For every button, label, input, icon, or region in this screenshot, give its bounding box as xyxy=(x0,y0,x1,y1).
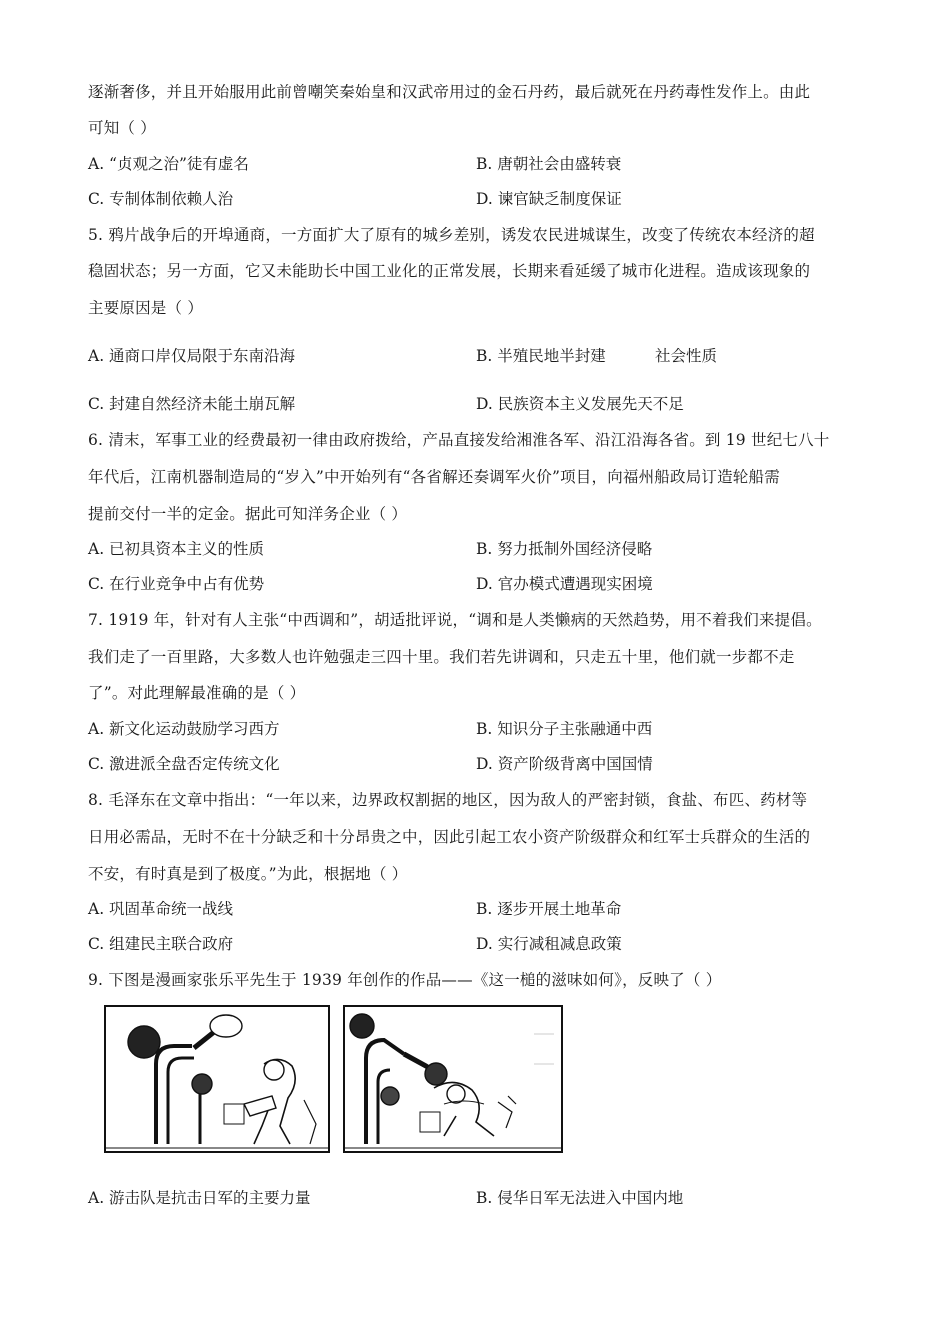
q6-option-c[interactable]: C. 在行业竞争中占有优势 xyxy=(88,575,265,593)
q9-option-a[interactable]: A. 游击队是抗击日军的主要力量 xyxy=(88,1189,311,1207)
q7-stem-line-2: 我们走了一百里路，大多数人也许勉强走三四十里。我们若先讲调和，只走五十里，他们就一步都不走 xyxy=(88,648,795,666)
q4-option-a[interactable]: A. “贞观之治”徒有虚名 xyxy=(88,155,249,173)
q8-option-a[interactable]: A. 巩固革命统一战线 xyxy=(88,900,234,918)
q9-option-b[interactable]: B. 侵华日军无法进入中国内地 xyxy=(476,1189,684,1207)
q5-stem-line-3: 主要原因是（ ） xyxy=(88,299,204,317)
q4-option-c[interactable]: C. 专制体制依赖人治 xyxy=(88,190,234,208)
cartoon-illustration xyxy=(104,1004,564,1154)
cartoon-panel-left xyxy=(105,1006,329,1152)
q7-stem-line-3: 了”。对此理解最准确的是（ ） xyxy=(88,684,306,702)
q9-stem-line-1: 9. 下图是漫画家张乐平先生于 1939 年创作的作品——《这一槌的滋味如何》，反映了（ ） xyxy=(88,971,722,989)
q4-option-d[interactable]: D. 谏官缺乏制度保证 xyxy=(476,190,622,208)
q5-stem-line-1: 5. 鸦片战争后的开埠通商，一方面扩大了原有的城乡差别，诱发农民进城谋生，改变了传统农本经济的超 xyxy=(88,226,815,244)
q7-option-b[interactable]: B. 知识分子主张融通中西 xyxy=(476,720,653,738)
q4-stem-line-1: 逐渐奢侈，并且开始服用此前曾嘲笑秦始皇和汉武帝用过的金石丹药，最后就死在丹药毒性发作上。由此 xyxy=(88,83,811,101)
q6-stem-line-1: 6. 清末，军事工业的经费最初一律由政府拨给，产品直接发给湘淮各军、沿江沿海各省。到 19 世纪七八十 xyxy=(88,431,830,449)
q7-option-d[interactable]: D. 资产阶级背离中国国情 xyxy=(476,755,653,773)
q5-option-a[interactable]: A. 通商口岸仅局限于东南沿海 xyxy=(88,347,296,365)
q8-option-c[interactable]: C. 组建民主联合政府 xyxy=(88,935,234,953)
q6-stem-line-2: 年代后，江南机器制造局的“岁入”中开始列有“各省解还奏调军火价”项目，向福州船政局订造轮船需 xyxy=(88,468,780,486)
q5-option-c[interactable]: C. 封建自然经济未能土崩瓦解 xyxy=(88,395,296,413)
q8-stem-line-1: 8. 毛泽东在文章中指出：“一年以来，边界政权割据的地区，因为敌人的严密封锁，食盐、布匹、药材等 xyxy=(88,791,808,809)
q5-stem-line-2: 稳固状态；另一方面，它又未能助长中国工业化的正常发展，长期来看延缓了城市化进程。造成该现象的 xyxy=(88,262,811,280)
q5-option-d[interactable]: D. 民族资本主义发展先天不足 xyxy=(476,395,684,413)
q8-stem-line-2: 日用必需品，无时不在十分缺乏和十分昂贵之中，因此引起工农小资产阶级群众和红军士兵群众的生活的 xyxy=(88,828,811,846)
cartoon-panel-right xyxy=(344,1006,562,1152)
q8-option-b[interactable]: B. 逐步开展土地革命 xyxy=(476,900,622,918)
q4-option-b[interactable]: B. 唐朝社会由盛转衰 xyxy=(476,155,622,173)
q8-option-d[interactable]: D. 实行减租减息政策 xyxy=(476,935,622,953)
q8-stem-line-3: 不安，有时真是到了极度。”为此，根据地（ ） xyxy=(88,865,408,883)
q5-option-b[interactable]: B. 半殖民地半封建 社会性质 xyxy=(476,347,718,365)
q7-option-c[interactable]: C. 激进派全盘否定传统文化 xyxy=(88,755,280,773)
q6-option-b[interactable]: B. 努力抵制外国经济侵略 xyxy=(476,540,653,558)
q7-stem-line-1: 7. 1919 年，针对有人主张“中西调和”，胡适批评说，“调和是人类懒病的天然趋势，用不着我们来提倡。 xyxy=(88,611,822,629)
q6-option-a[interactable]: A. 已初具资本主义的性质 xyxy=(88,540,265,558)
q7-option-a[interactable]: A. 新文化运动鼓励学习西方 xyxy=(88,720,280,738)
q6-stem-line-3: 提前交付一半的定金。据此可知洋务企业（ ） xyxy=(88,505,408,523)
q4-stem-line-2: 可知（ ） xyxy=(88,119,156,137)
q6-option-d[interactable]: D. 官办模式遭遇现实困境 xyxy=(476,575,653,593)
